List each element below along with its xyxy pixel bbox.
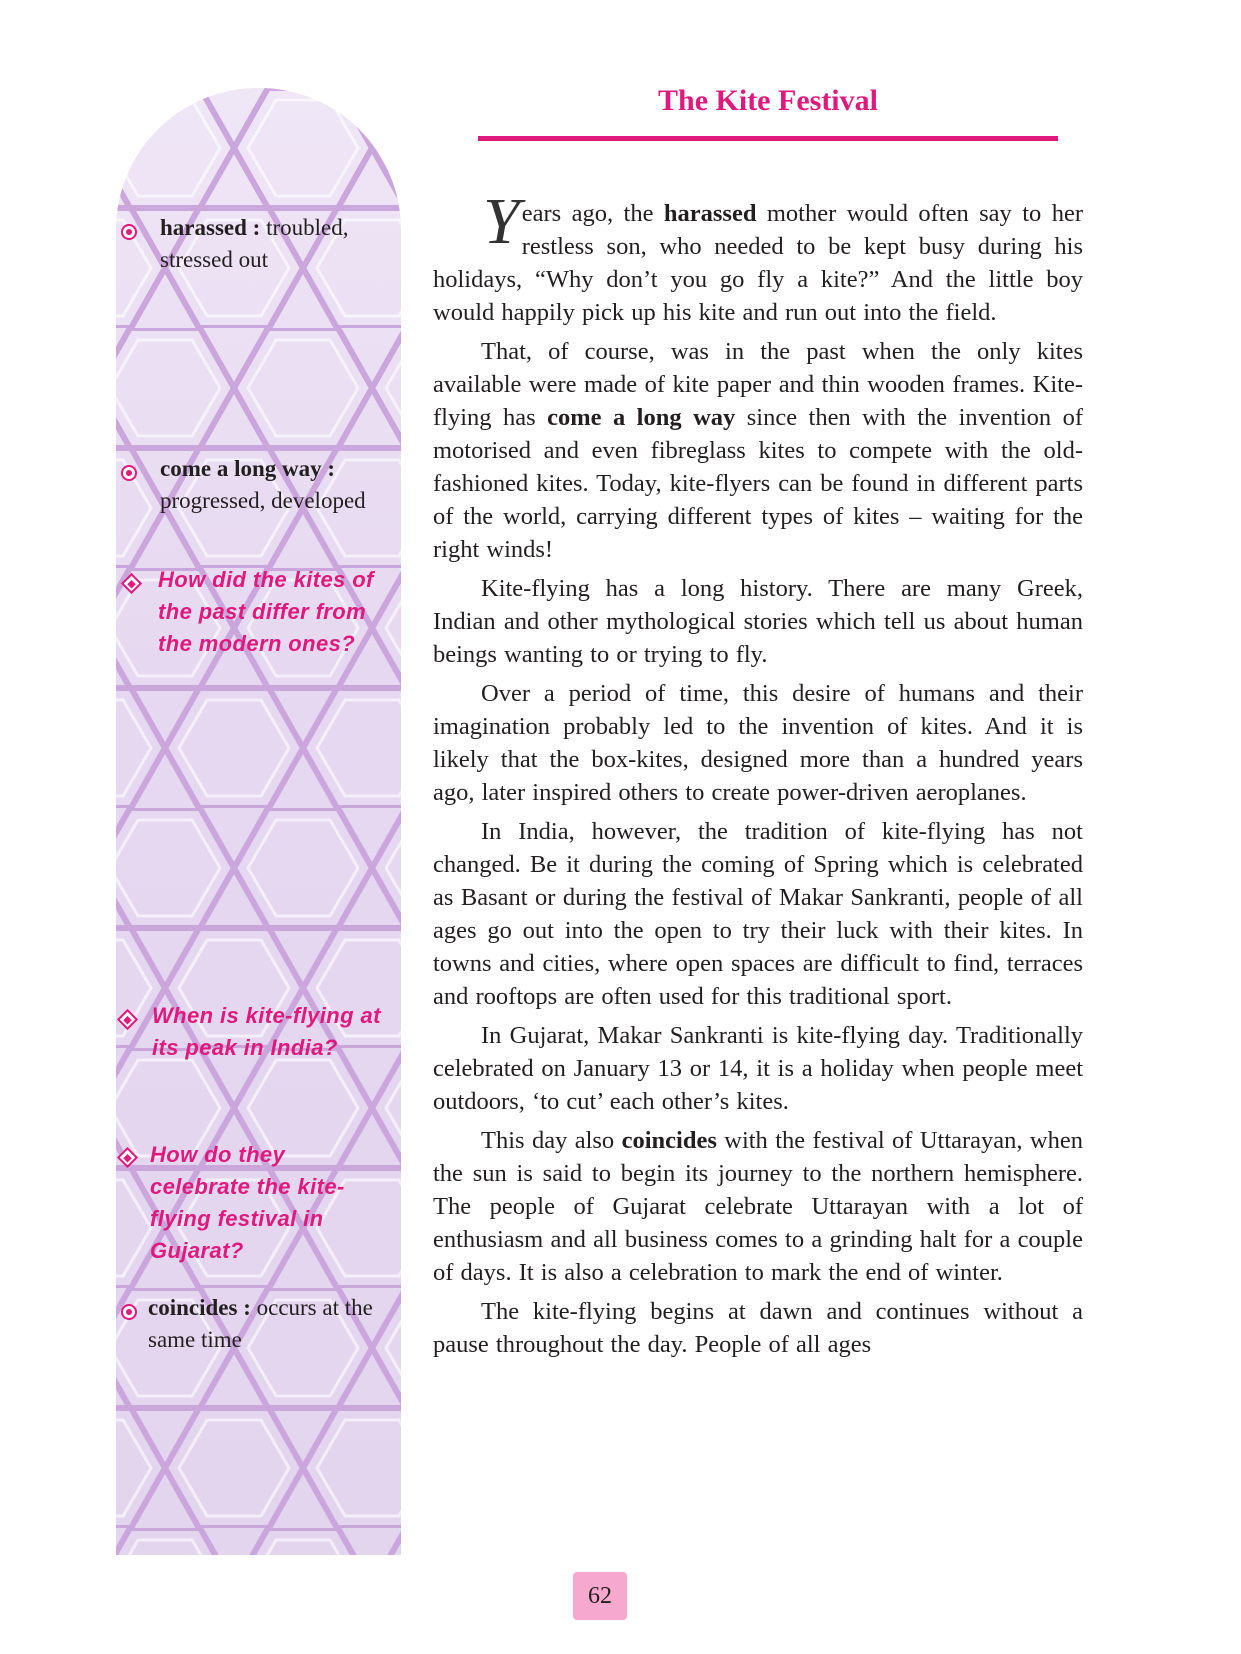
paragraph bbox=[433, 185, 1083, 329]
vocab-word: harassed bbox=[663, 200, 757, 227]
paragraph: Kite-flying has a long history. There are many Greek, Indian and other mythological stories which tell us about human beings wanting to or trying to fly. bbox=[433, 575, 1083, 668]
text-run: mother would often say to her restless son, who needed to be kept busy during his holidays, “Why don’t you go fly a kite?” And the little boy would happily pick up his kite and run out into the field. bbox=[433, 200, 1083, 326]
paragraph bbox=[433, 335, 1083, 566]
margin-question: How did the kites of the past differ from the modern ones? bbox=[158, 567, 374, 656]
glossary-definition: troubled, stressed out bbox=[160, 215, 349, 272]
paragraph: The kite-flying begins at dawn and continues without a pause throughout the day. People of all ages bbox=[433, 1298, 1083, 1358]
glossary-term: come a long way : bbox=[160, 456, 336, 481]
text-run: since then with the invention of motorised and even fibreglass kites to compete with the old-fashioned kites. Today, kite-flyers can be found in different parts of the world, carrying different types of kites – waiting for the right winds! bbox=[433, 404, 1083, 563]
margin-question: When is kite-flying at its peak in India? bbox=[152, 1003, 381, 1060]
text-run: with the festival of Uttarayan, when the sun is said to begin its journey to the northern hemisphere. The people of Gujarat celebrate Uttarayan with a lot of enthusiasm and all business comes to a grinding halt for a couple of days. It is also a celebration to mark the end of winter. bbox=[433, 1127, 1083, 1286]
article-body bbox=[433, 185, 1083, 1367]
glossary-term: harassed : bbox=[160, 215, 261, 240]
title-underline bbox=[478, 136, 1058, 141]
drop-cap: Y bbox=[483, 185, 520, 258]
glossary-come-a-long-way bbox=[160, 453, 400, 517]
vocab-word: come a long way bbox=[547, 404, 736, 431]
text-run: That, of course, was in the past when the only kites available were made of kite paper and thin wooden frames. Kite-flying has bbox=[433, 338, 1083, 431]
glossary-harassed bbox=[160, 212, 390, 276]
glossary-bullet-icon bbox=[121, 224, 137, 240]
paragraph: Over a period of time, this desire of humans and their imagination probably led to the invention of kites. And it is likely that the box-kites, designed more than a hundred years ago, later inspired others to create power-driven aeroplanes. bbox=[433, 680, 1083, 806]
paragraph: In India, however, the tradition of kite-flying has not changed. Be it during the coming of Spring which is celebrated as Basant or during the festival of Makar Sankranti, people of all ages go out into the open to try their luck with their kites. In towns and cities, where open spaces are difficult to find, terraces and rooftops are often used for this traditional sport. bbox=[433, 818, 1083, 1010]
text-run: This day also bbox=[481, 1127, 622, 1154]
glossary-coincides bbox=[148, 1292, 388, 1356]
paragraph: In Gujarat, Makar Sankranti is kite-flying day. Traditionally celebrated on January 13 or 14, it is a holiday when people meet outdoors, ‘to cut’ each other’s kites. bbox=[433, 1022, 1083, 1115]
glossary-definition: occurs at the same time bbox=[148, 1295, 373, 1352]
margin-question: How do they celebrate the kite-flying festival in Gujarat? bbox=[150, 1142, 345, 1263]
glossary-definition: progressed, developed bbox=[160, 488, 366, 513]
text-run: ears ago, the bbox=[521, 200, 664, 227]
page-number: 62 bbox=[573, 1572, 627, 1620]
glossary-bullet-icon bbox=[121, 465, 137, 481]
page-title: The Kite Festival bbox=[658, 84, 878, 117]
glossary-bullet-icon bbox=[121, 1304, 137, 1320]
paragraph bbox=[433, 1124, 1083, 1289]
glossary-term: coincides : bbox=[148, 1295, 251, 1320]
vocab-word: coincides bbox=[621, 1127, 717, 1154]
